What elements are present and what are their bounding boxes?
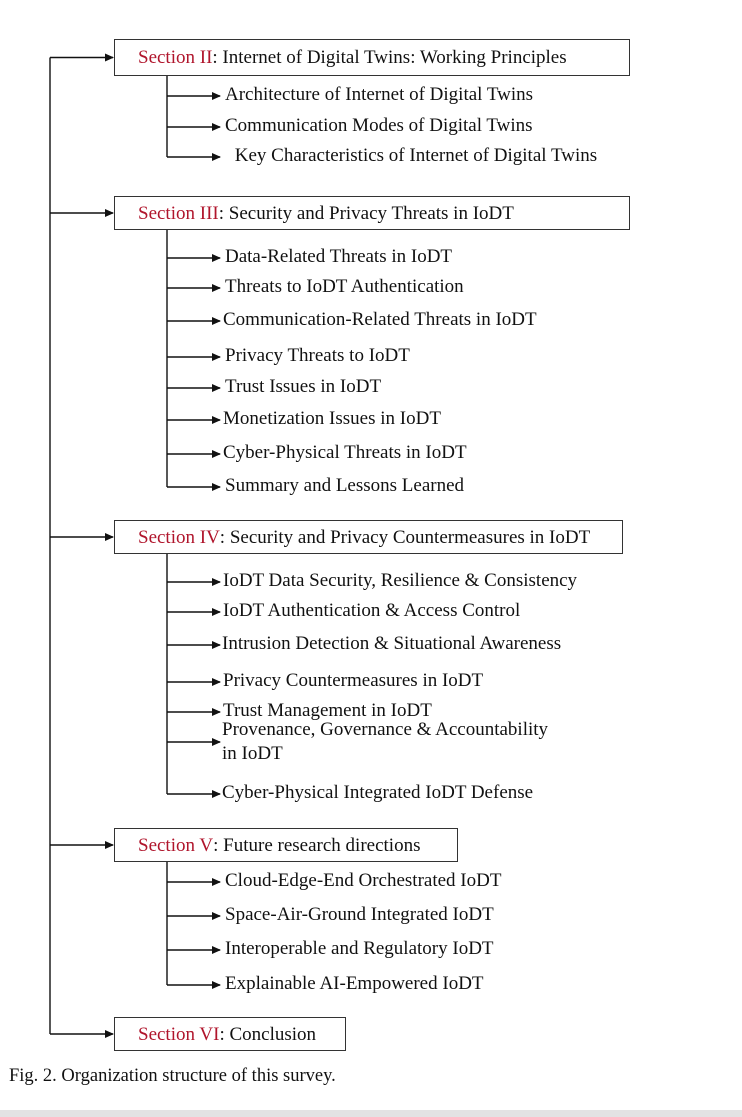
subsection-label: Cyber-Physical Integrated IoDT Defense xyxy=(222,782,534,803)
subsection-label: Cyber-Physical Threats in IoDT xyxy=(223,442,467,463)
section-number: Section III xyxy=(138,202,219,224)
subsection-label: Trust Management in IoDT xyxy=(223,700,432,721)
subsection-label: Privacy Threats to IoDT xyxy=(225,345,410,366)
subsection-label: Trust Issues in IoDT xyxy=(225,376,382,397)
bottom-strip xyxy=(0,1110,742,1117)
section-title: : Future research directions xyxy=(213,834,421,856)
subsection-label: Space-Air-Ground Integrated IoDT xyxy=(225,904,494,925)
subsection-label: Summary and Lessons Learned xyxy=(225,475,465,496)
section-box xyxy=(114,1017,346,1051)
subsection-label: IoDT Data Security, Resilience & Consistency xyxy=(223,570,578,591)
subsection-label: Key Characteristics of Internet of Digital Twins xyxy=(230,145,598,166)
subsection-label: Intrusion Detection & Situational Awareness xyxy=(222,633,562,654)
subsection-label: IoDT Authentication & Access Control xyxy=(223,600,521,621)
subsection-label: Interoperable and Regulatory IoDT xyxy=(225,938,494,959)
section-box xyxy=(114,520,623,554)
subsection-label: Provenance, Governance & Accountability in IoDT xyxy=(222,719,549,764)
subsection-label: Communication-Related Threats in IoDT xyxy=(223,309,537,330)
subsection-label: Communication Modes of Digital Twins xyxy=(225,115,533,136)
subsection-label: Privacy Countermeasures in IoDT xyxy=(223,670,484,691)
subsection-label: Monetization Issues in IoDT xyxy=(223,408,441,429)
section-number: Section V xyxy=(138,834,214,856)
section-title: : Conclusion xyxy=(219,1023,317,1045)
section-box xyxy=(114,828,458,862)
section-title: : Security and Privacy Countermeasures in IoDT xyxy=(219,526,591,548)
subsection-label: Data-Related Threats in IoDT xyxy=(225,246,453,267)
section-title: : Security and Privacy Threats in IoDT xyxy=(218,202,514,224)
section-number: Section VI xyxy=(138,1023,220,1045)
section-title: : Internet of Digital Twins: Working Principles xyxy=(212,47,567,68)
section-box xyxy=(114,39,630,76)
section-number: Section II xyxy=(138,47,213,68)
subsection-label: Threats to IoDT Authentication xyxy=(225,276,464,297)
figure-caption: Fig. 2. Organization structure of this survey. xyxy=(9,1066,336,1086)
section-box xyxy=(114,196,630,230)
subsection-label: Cloud-Edge-End Orchestrated IoDT xyxy=(225,870,502,891)
section-number: Section IV xyxy=(138,526,220,548)
subsection-label: Architecture of Internet of Digital Twins xyxy=(225,84,534,105)
subsection-label: Explainable AI-Empowered IoDT xyxy=(225,973,484,994)
